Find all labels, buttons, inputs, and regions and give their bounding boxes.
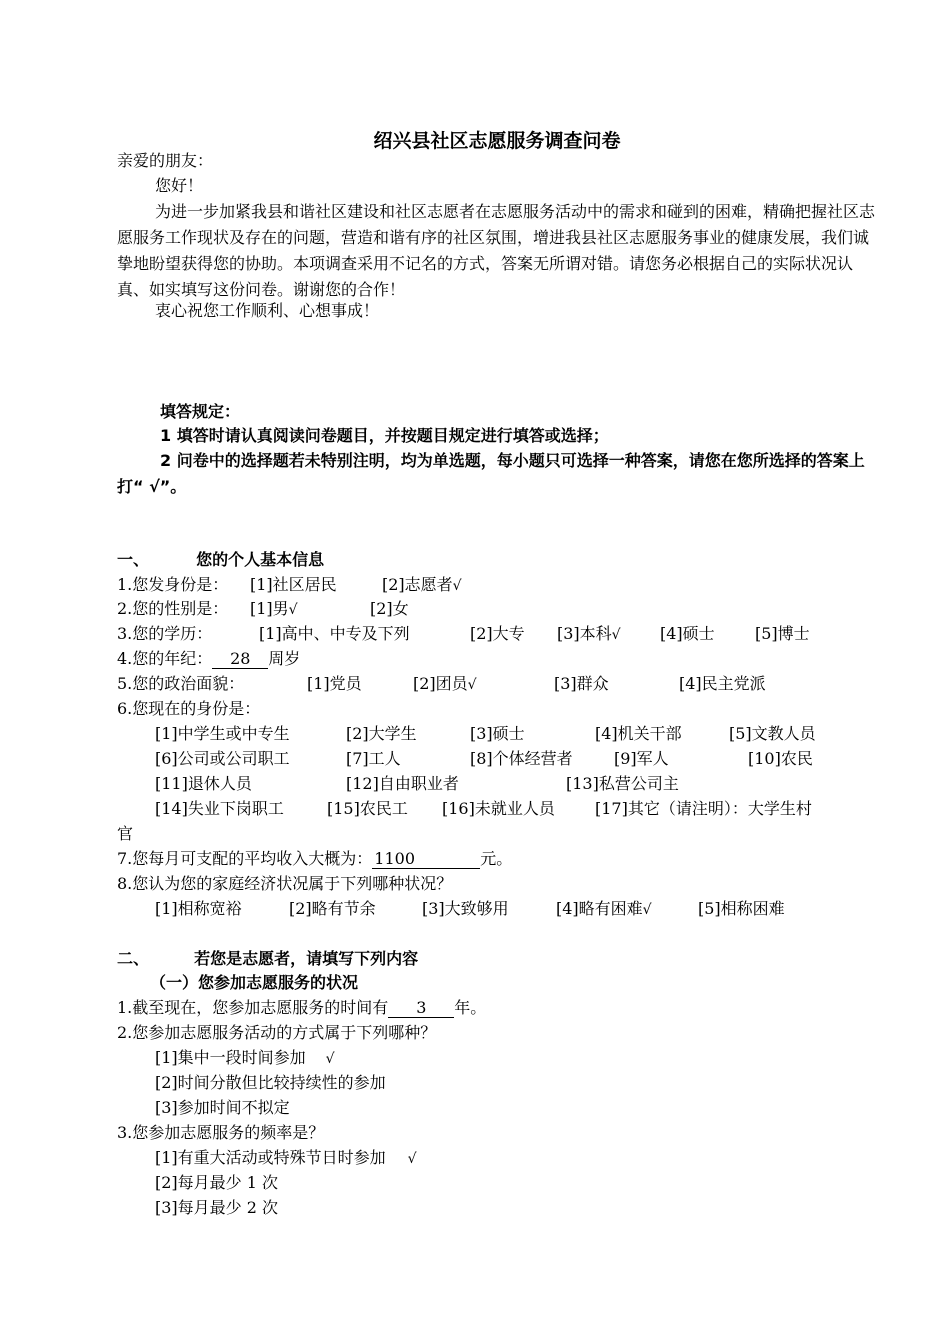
q1-1-option-2[interactable]: [2]志愿者√: [382, 575, 462, 594]
q1-6-option-15[interactable]: [15]农民工: [327, 799, 408, 818]
q1-8-option-4[interactable]: [4]略有困难√: [556, 899, 652, 918]
q1-3-label: 3.您的学历：: [117, 624, 213, 643]
q2-3-label: 3.您参加志愿服务的频率是？: [117, 1123, 325, 1142]
q1-6-option-3[interactable]: [3]硕士: [470, 724, 525, 743]
q1-5-option-2[interactable]: [2]团员√: [413, 674, 477, 693]
q1-5-option-3[interactable]: [3]群众: [554, 674, 609, 693]
q1-6-option-17[interactable]: [17]其它（请注明）：大学生村: [595, 799, 812, 818]
q1-6-option-11[interactable]: [11]退休人员: [155, 774, 252, 793]
check-mark-icon: √: [452, 578, 462, 594]
q1-6-option-14[interactable]: [14]失业下岗职工: [155, 799, 284, 818]
hello: 您好！: [155, 176, 204, 195]
q1-1-option-1[interactable]: [1]社区居民: [250, 575, 337, 594]
rule-2: 2 问卷中的选择题若未特别注明，均为单选题，每小题只可选择一种答案，请您在您所选择的答案上打“ √”。: [117, 451, 865, 496]
q1-3-option-4[interactable]: [4]硕士: [660, 624, 715, 643]
q1-2-option-1[interactable]: [1]男√: [250, 599, 298, 618]
q1-8-option-5[interactable]: [5]相称困难: [698, 899, 785, 918]
check-mark-icon: √: [467, 677, 477, 693]
check-mark-icon: √: [611, 627, 621, 643]
income-field[interactable]: 1100: [372, 850, 480, 869]
q1-3-option-2[interactable]: [2]大专: [470, 624, 525, 643]
q2-3-option-3[interactable]: [3]每月最少 2 次: [155, 1198, 279, 1217]
q1-6-option-12[interactable]: [12]自由职业者: [346, 774, 459, 793]
q1-4-label: 4.您的年纪：: [117, 649, 213, 668]
q1-6-label: 6.您现在的身份是：: [117, 699, 261, 718]
greeting: 亲爱的朋友：: [117, 151, 214, 170]
q2-1-unit: 年。: [454, 998, 487, 1017]
wish: 衷心祝您工作顺利、心想事成！: [155, 301, 380, 320]
q1-7-unit: 元。: [480, 849, 513, 868]
q1-6-option-13[interactable]: [13]私营公司主: [566, 774, 679, 793]
q1-3-option-1[interactable]: [1]高中、中专及下列: [259, 624, 410, 643]
q1-6-option-4[interactable]: [4]机关干部: [595, 724, 682, 743]
q1-5-label: 5.您的政治面貌：: [117, 674, 245, 693]
q2-3-option-1[interactable]: [1]有重大活动或特殊节日时参加 √: [155, 1148, 417, 1167]
q1-7-label: 7.您每月可支配的平均收入大概为：: [117, 849, 373, 868]
q1-6-option-5[interactable]: [5]文教人员: [729, 724, 816, 743]
q2-2-option-1[interactable]: [1]集中一段时间参加 √: [155, 1048, 335, 1067]
q1-8-option-3[interactable]: [3]大致够用: [422, 899, 509, 918]
section1-title: 您的个人基本信息: [196, 550, 325, 569]
rules-heading: 填答规定：: [160, 402, 241, 421]
q2-2-label: 2.您参加志愿服务活动的方式属于下列哪种？: [117, 1023, 437, 1042]
age-field[interactable]: 28: [212, 650, 268, 669]
section1-heading: [117, 549, 324, 571]
section2-heading: [117, 948, 418, 970]
years-field[interactable]: 3: [388, 999, 454, 1018]
check-mark-icon: √: [642, 902, 652, 918]
section2-subheading: （一）您参加志愿服务的状况: [150, 973, 359, 992]
q2-2-option-2[interactable]: [2]时间分散但比较持续性的参加: [155, 1073, 386, 1092]
q1-3-option-5[interactable]: [5]博士: [755, 624, 810, 643]
check-mark-icon: √: [325, 1051, 335, 1067]
q1-8-option-1[interactable]: [1]相称宽裕: [155, 899, 242, 918]
q1-6-option-1[interactable]: [1]中学生或中专生: [155, 724, 290, 743]
q2-1: [117, 997, 486, 1019]
page-title: 绍兴县社区志愿服务调查问卷: [373, 130, 621, 152]
rule-1: 1 填答时请认真阅读问卷题目，并按题目规定进行填答或选择；: [160, 426, 609, 445]
q2-1-label: 1.截至现在，您参加志愿服务的时间有: [117, 998, 389, 1017]
q1-8-label: 8.您认为您的家庭经济状况属于下列哪种状况？: [117, 874, 453, 893]
section1-num: 一、: [117, 550, 150, 569]
q1-1-label: 1.您发身份是：: [117, 575, 229, 594]
section2-title: 若您是志愿者，请填写下列内容: [194, 949, 419, 968]
check-mark-icon: √: [288, 602, 298, 618]
q1-6-option-16[interactable]: [16]未就业人员: [442, 799, 555, 818]
q1-6-option-7[interactable]: [7]工人: [346, 749, 401, 768]
q1-8-option-2[interactable]: [2]略有节余: [289, 899, 376, 918]
check-mark-icon: √: [407, 1151, 417, 1167]
intro-paragraph: 为进一步加紧我县和谐社区建设和社区志愿者在志愿服务活动中的需求和碰到的困难，精确把握社区志愿服务工作现状及存在的问题，营造和谐有序的社区氛围，增进我县社区志愿服务事业的健康发展，我们诚挚地盼望获得您的协助。本项调查采用不记名的方式，答案无所谓对错。请您务必根据自己的实际状况认真、如实填写这份问卷。谢谢您的合作！: [117, 202, 876, 299]
q1-4-unit: 周岁: [268, 649, 301, 668]
q1-4: [117, 648, 300, 670]
section2-num: 二、: [117, 949, 150, 968]
q1-3-option-3[interactable]: [3]本科√: [557, 624, 621, 643]
q1-6-option-8[interactable]: [8]个体经营者: [470, 749, 573, 768]
q1-6-option-10[interactable]: [10]农民: [748, 749, 813, 768]
q2-3-option-2[interactable]: [2]每月最少 1 次: [155, 1173, 279, 1192]
q1-2-option-2[interactable]: [2]女: [370, 599, 409, 618]
q1-6-option-6[interactable]: [6]公司或公司职工: [155, 749, 290, 768]
q1-6-option-9[interactable]: [9]军人: [614, 749, 669, 768]
q2-2-option-3[interactable]: [3]参加时间不拟定: [155, 1098, 290, 1117]
q1-6-option-2[interactable]: [2]大学生: [346, 724, 417, 743]
q1-5-option-1[interactable]: [1]党员: [307, 674, 362, 693]
q1-2-label: 2.您的性别是：: [117, 599, 229, 618]
q1-6-option-17-cont: 官: [117, 824, 134, 843]
q1-5-option-4[interactable]: [4]民主党派: [679, 674, 766, 693]
q1-7: [117, 848, 512, 870]
